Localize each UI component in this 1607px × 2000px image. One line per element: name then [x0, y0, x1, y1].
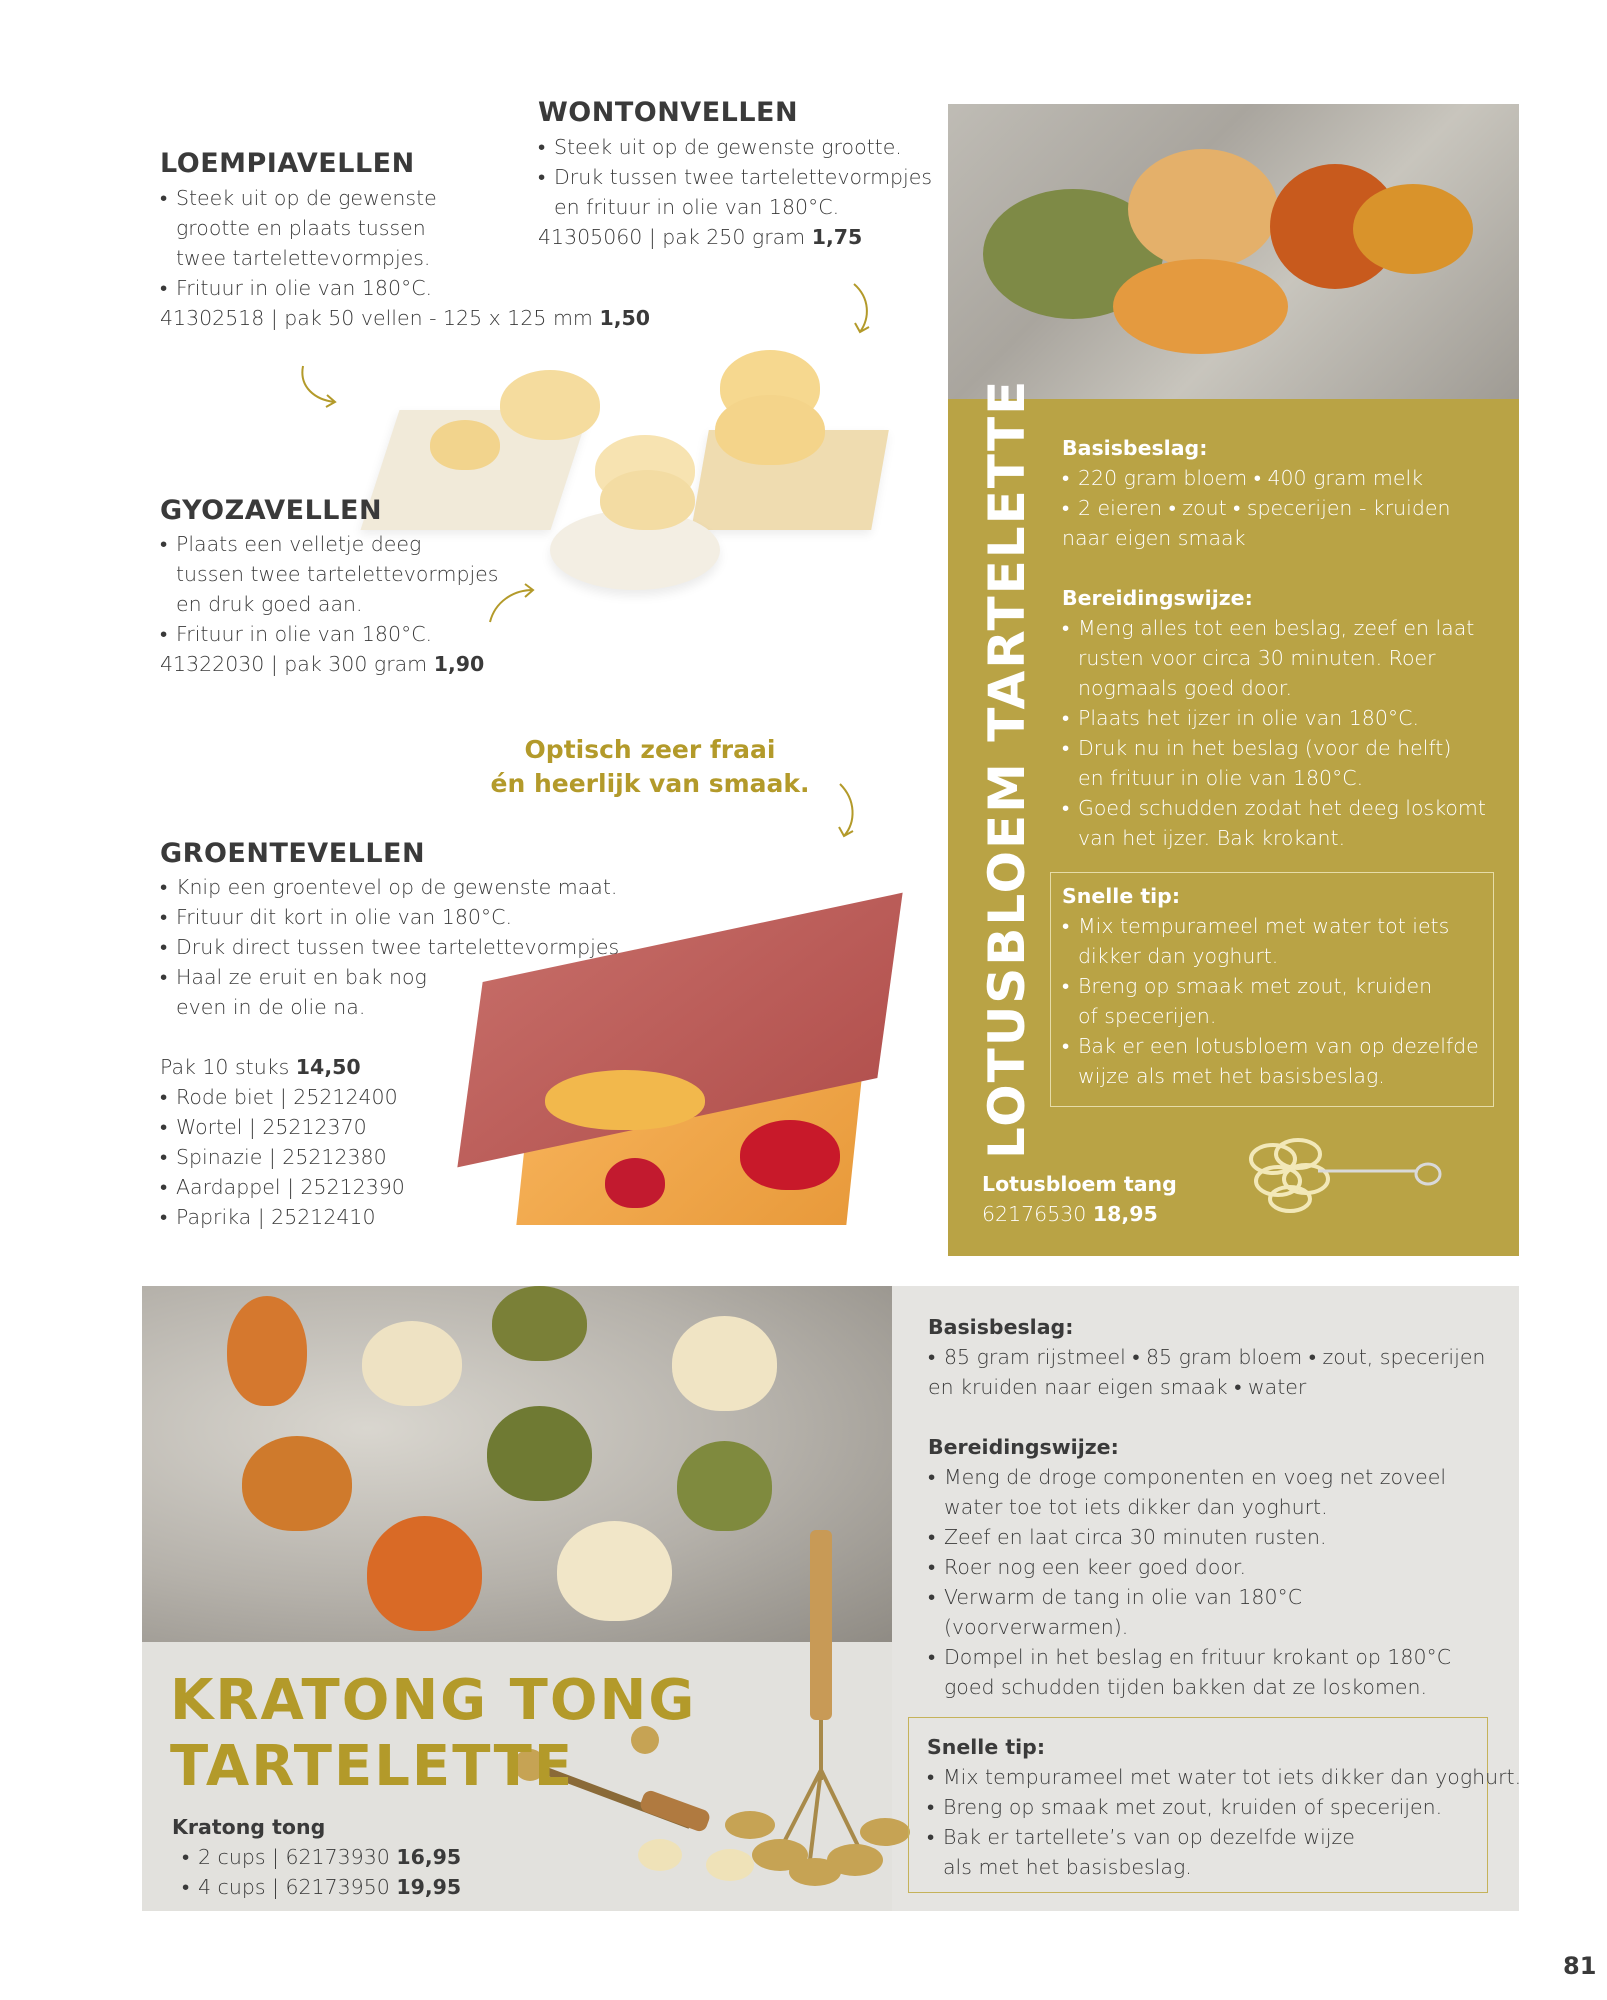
wonton-code: 41305060 | pak 250 gram: [538, 225, 806, 249]
kratong-bereid-title: Bereidingswijze:: [928, 1435, 1119, 1459]
lotus-bereid-line: nogmaals goed door.: [1078, 676, 1292, 700]
gyozavellen-text: [160, 529, 498, 679]
kratong-tip-line: • Bak er tartellete’s van op dezelfde wijze: [927, 1822, 1487, 1852]
lotus-product: [982, 1169, 1177, 1229]
slogan-line: Optisch zeer fraai: [524, 735, 776, 764]
variant-item: • Paprika | 25212410: [160, 1202, 626, 1232]
wonton-line: • Druk tussen twee tartelettevormpjes: [538, 162, 932, 192]
kratong-tip-line: • Mix tempurameel met water tot iets dikker dan yoghurt.: [927, 1762, 1487, 1792]
kratong-title: [170, 1668, 696, 1800]
gyoza-code: 41322030 | pak 300 gram: [160, 652, 428, 676]
gyoza-line: • Plaats een velletje deeg: [160, 529, 498, 559]
loempia-price: 1,50: [599, 306, 651, 330]
kratong-product-name: Kratong tong: [172, 1815, 326, 1839]
variant-item: • Spinazie | 25212380: [160, 1142, 626, 1172]
lotus-bereid-line: en frituur in olie van 180°C.: [1078, 766, 1364, 790]
groente-line: • Frituur dit kort in olie van 180°C.: [160, 902, 626, 932]
lotus-iron-image: [1228, 1119, 1458, 1229]
gyoza-price: 1,90: [433, 652, 485, 676]
lotus-bereid-line: • Druk nu in het beslag (voor de helft): [1062, 733, 1486, 763]
kratong-bereid-line: water toe tot iets dikker dan yoghurt.: [944, 1495, 1328, 1519]
lotus-basis-line: • 220 gram bloem • 400 gram melk: [1062, 463, 1450, 493]
gyozavellen-title: GYOZAVELLEN: [160, 495, 383, 526]
lotus-bereiding: [1062, 583, 1486, 853]
arrow-icon: [828, 780, 868, 845]
lotus-bereid-line: van het ijzer. Bak krokant.: [1078, 826, 1346, 850]
kratong-bereid-line: goed schudden tijden bakken dat ze loskomen.: [944, 1675, 1428, 1699]
kratong-bereid-line: • Roer nog een keer goed door.: [928, 1552, 1451, 1582]
slogan-line: én heerlijk van smaak.: [490, 769, 810, 798]
kratong-product: [172, 1812, 461, 1902]
kratong-variant-price: 19,95: [396, 1875, 462, 1899]
gyoza-code-line: [160, 649, 498, 679]
groente-line: • Knip een groentevel op de gewenste maat.: [160, 872, 626, 902]
lotus-basis: [1062, 433, 1450, 553]
lotus-product-line: [982, 1199, 1177, 1229]
lotus-tip-line: • Bak er een lotusbloem van op dezelfde: [1062, 1031, 1493, 1061]
lotus-panel: [948, 378, 1519, 1256]
kratong-basis-line: • 85 gram rijstmeel • 85 gram bloem • zout, specerijen: [928, 1342, 1485, 1372]
groente-line: • Druk direct tussen twee tartelettevormpjes.: [160, 932, 626, 962]
loempia-code-line: [160, 303, 650, 333]
loempia-line: grootte en plaats tussen: [176, 216, 426, 240]
arrow-icon: [842, 280, 882, 340]
kratong-bereiding: [928, 1432, 1451, 1702]
vegetable-sheets-image: [450, 900, 945, 1260]
arrow-icon: [295, 362, 345, 412]
lotus-tip-line: dikker dan yoghurt.: [1078, 944, 1279, 968]
lotus-bereid-title: Bereidingswijze:: [1062, 586, 1253, 610]
loempia-line: • Steek uit op de gewenste: [160, 183, 650, 213]
loempia-line: • Frituur in olie van 180°C.: [160, 273, 650, 303]
kratong-title-line: TARTELETTE: [170, 1734, 575, 1799]
kratong-variant: [172, 1872, 461, 1902]
wonton-price: 1,75: [811, 225, 863, 249]
lotus-bereid-line: • Meng alles tot een beslag, zeef en laat: [1062, 613, 1486, 643]
lotus-bereid-line: rusten voor circa 30 minuten. Roer: [1078, 646, 1436, 670]
wonton-code-line: [538, 222, 932, 252]
variant-item: • Rode biet | 25212400: [160, 1082, 626, 1112]
variant-item: • Aardappel | 25212390: [160, 1172, 626, 1202]
groente-pack: Pak 10 stuks: [160, 1055, 290, 1079]
lotus-basis-title: Basisbeslag:: [1062, 436, 1208, 460]
page-number: 81: [1563, 1952, 1597, 1980]
lotus-tartelette-photo: [948, 104, 1519, 399]
kratong-variant: [172, 1842, 461, 1872]
kratong-tip-line: als met het basisbeslag.: [943, 1855, 1192, 1879]
kratong-bereid-line: • Meng de droge componenten en voeg net zoveel: [928, 1462, 1451, 1492]
lotus-product-name: Lotusbloem tang: [982, 1172, 1177, 1196]
lotus-tip-line: • Breng op smaak met zout, kruiden: [1062, 971, 1493, 1001]
gyoza-line: tussen twee tartelettevormpjes: [176, 562, 499, 586]
kratong-bereid-line: • Zeef en laat circa 30 minuten rusten.: [928, 1522, 1451, 1552]
lotus-bereid-line: • Plaats het ijzer in olie van 180°C.: [1062, 703, 1486, 733]
kratong-variant-price: 16,95: [396, 1845, 462, 1869]
lotus-basis-line: • 2 eieren • zout • specerijen - kruiden: [1062, 493, 1450, 523]
wonton-line: en frituur in olie van 180°C.: [554, 195, 840, 219]
kratong-bereid-line: (voorverwarmen).: [944, 1615, 1129, 1639]
loempia-line: twee tartelettevormpjes.: [176, 246, 431, 270]
kratong-tip-box: [908, 1717, 1522, 1893]
groente-line: • Haal ze eruit en bak nog: [160, 962, 626, 992]
kratong-bereid-line: • Verwarm de tang in olie van 180°C: [928, 1582, 1451, 1612]
kratong-title-line: KRATONG TONG: [170, 1668, 697, 1733]
lotus-product-code: 62176530: [982, 1202, 1087, 1226]
wontonvellen-text: [538, 132, 932, 252]
kratong-bereid-line: • Dompel in het beslag en frituur krokant op 180°C: [928, 1642, 1451, 1672]
slogan: [470, 733, 830, 801]
lotus-basis-line: naar eigen smaak: [1062, 526, 1246, 550]
lotus-vertical-title: LOTUSBLOEM TARTELETTE: [978, 378, 1036, 1159]
gyoza-line: en druk goed aan.: [176, 592, 363, 616]
lotus-tip-line: of specerijen.: [1078, 1004, 1217, 1028]
lotus-bereid-line: • Goed schudden zodat het deeg loskomt: [1062, 793, 1486, 823]
lotus-tip-line: • Mix tempurameel met water tot iets: [1062, 911, 1493, 941]
loempiavellen-title: LOEMPIAVELLEN: [160, 148, 415, 179]
kratong-tip-title: Snelle tip:: [927, 1735, 1046, 1759]
kratong-basis-line: en kruiden naar eigen smaak • water: [928, 1375, 1307, 1399]
lotus-tip-box: [1050, 872, 1494, 1107]
lotus-tip-title: Snelle tip:: [1062, 884, 1181, 908]
gyoza-line: • Frituur in olie van 180°C.: [160, 619, 498, 649]
lotus-product-price: 18,95: [1092, 1202, 1158, 1226]
variant-item: • Wortel | 25212370: [160, 1112, 626, 1142]
groentevellen-title: GROENTEVELLEN: [160, 838, 426, 869]
groente-line: even in de olie na.: [176, 995, 366, 1019]
wontonvellen-title: WONTONVELLEN: [538, 97, 799, 128]
kratong-basis: [928, 1312, 1485, 1402]
kratong-variant-code: 4 cups | 62173950: [198, 1875, 390, 1899]
kratong-basis-title: Basisbeslag:: [928, 1315, 1074, 1339]
kratong-variant-code: 2 cups | 62173930: [198, 1845, 390, 1869]
lotus-tip-line: wijze als met het basisbeslag.: [1078, 1064, 1385, 1088]
kratong-tip-line: • Breng op smaak met zout, kruiden of specerijen.: [927, 1792, 1487, 1822]
groente-pack-price: 14,50: [295, 1055, 361, 1079]
wonton-line: • Steek uit op de gewenste grootte.: [538, 132, 932, 162]
loempia-code: 41302518 | pak 50 vellen - 125 x 125 mm: [160, 306, 593, 330]
